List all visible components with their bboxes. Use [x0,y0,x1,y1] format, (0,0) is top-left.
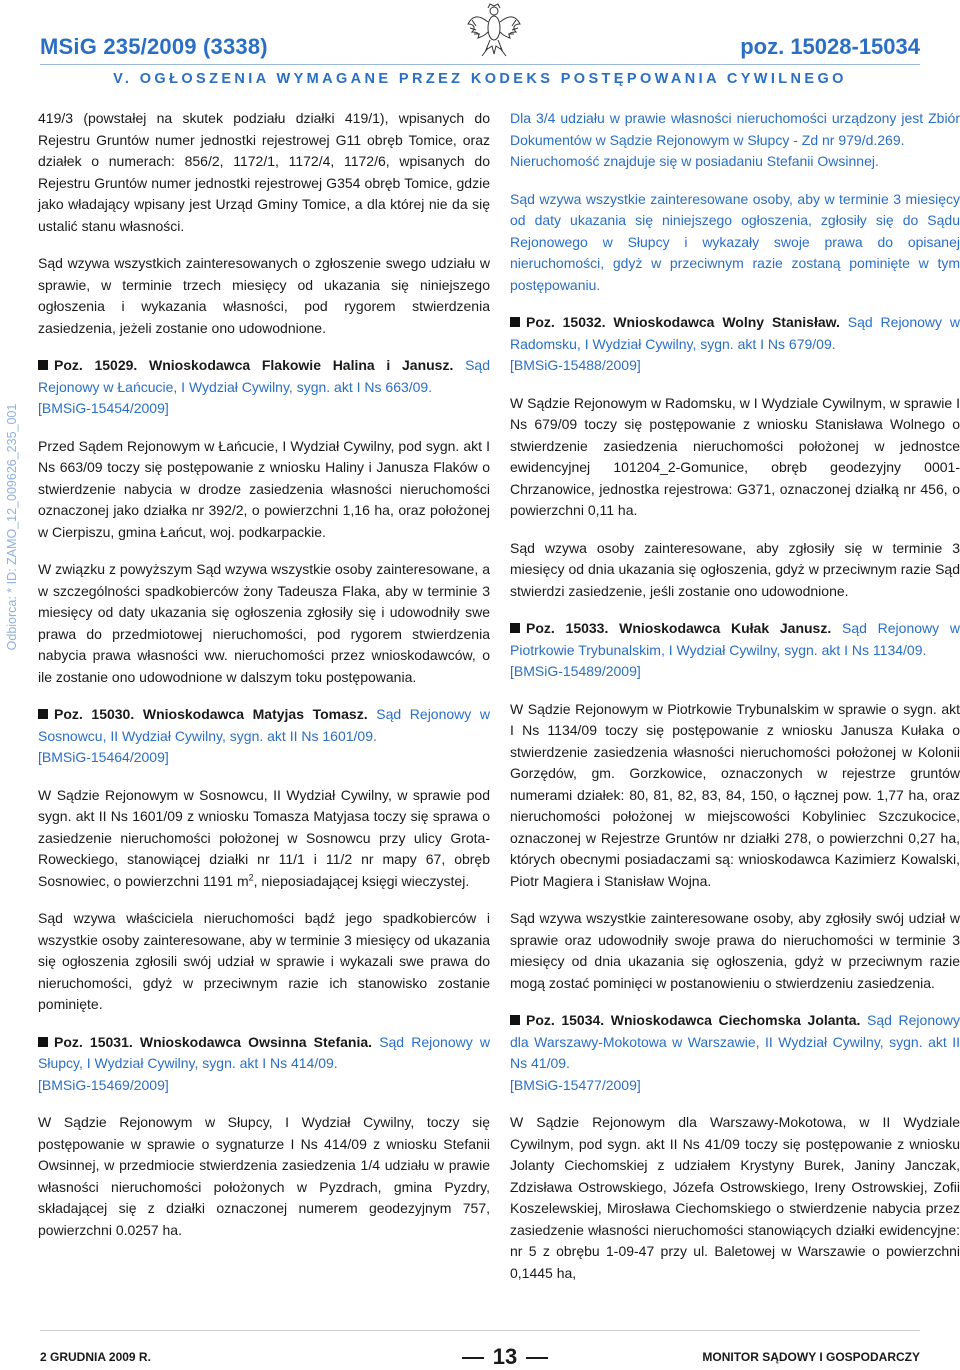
paragraph [38,785,490,893]
paragraph: Sąd wzywa wszystkie zainteresowane osoby, aby w terminie 3 miesięcy od daty ukazania się niniejszego ogłoszenia, zgłosiły się do Sądu Rejonowego w Słupcy i wykazały swoje prawa do opisanej nieruchomości, gdyż w przeciwnym razie zostaną pominięte w tym postępowaniu. [510,190,960,293]
entry-15034 [510,1010,960,1096]
entry-court: Sąd Rejonowy w Piotrkowie Trybunalskim, I Wydział Cywilny, sygn. akt I Ns 1134/09. [510,620,960,658]
entry-title: Poz. 15030. Wnioskodawca Matyjas Tomasz. [54,706,368,722]
entry-15033 [510,618,960,683]
issue-number: MSiG 235/2009 (3338) [40,34,268,59]
recipient-watermark [0,370,20,690]
header-divider [40,64,920,65]
paragraph: W Sądzie Rejonowym w Radomsku, w I Wydziale Cywilnym, w sprawie I Ns 679/09 toczy się postępowanie z wniosku Stanisława Wolnego o stwierdzenie zasiedzenia nieruchomości położonej w jednostce ewidencyjnej 101204_2-Gomunice, obręb geodezyjny 0001-Chrzanowice, jednostka rejestrowa: G371, oznaczonej działką nr 456, o powierzchni 0,11 ha. [510,394,960,518]
superscript: 2 [248,871,254,882]
entry-reference: [BMSiG-15477/2009] [510,1076,641,1093]
paragraph-text: , nieposiadającej księgi wieczystej. [253,872,470,889]
entry-reference: [BMSiG-15464/2009] [38,749,169,765]
entry-title: Poz. 15031. Wnioskodawca Owsinna Stefania. [54,1033,373,1050]
entry-15030 [38,704,490,769]
entry-court: Sąd Rejonowy w Łańcucie, I Wydział Cywilny, sygn. akt I Ns 663/09. [38,357,490,395]
bullet-icon [510,623,520,633]
entry-reference: [BMSiG-15469/2009] [38,1076,169,1093]
page-number-dash [526,1357,548,1359]
paragraph-text: W Sądzie Rejonowym w Sosnowcu, II Wydział Cywilny, w sprawie pod sygn. akt II Ns 1601/09 z wniosku Tomasza Matyjasa toczy się sprawa o zasiedzenie nieruchomości położonej w Sosnowcu przy ulicy Grota-Roweckiego, stanowiącej działki nr 11/1 i 11/2 nr mapy 67, obręb Sosnowiec, o powierzchni 1191 m [38,786,490,889]
entry-reference: [BMSiG-15489/2009] [510,663,641,679]
paragraph: W związku z powyższym Sąd wzywa wszystkie osoby zainteresowane, a w szczególności spadkobierców żony Tadeusza Flaka, aby w terminie 3 miesięcy od daty ukazania się ogłoszenia zgłosiły się i udowodniły swe prawa do przedmiotowej nieruchomości, pod rygorem stwierdzenia nabycia prawa własności ww. nieruchomości przez wnioskodawców, o ile zostanie ono udowodnione w dalszym toku postępowania. [38,561,490,685]
entry-court: Sąd Rejonowy w Radomsku, I Wydział Cywilny, sygn. akt I Ns 679/09. [510,314,960,352]
entry-title: Poz. 15032. Wnioskodawca Wolny Stanisław. [526,314,840,330]
paragraph: W Sądzie Rejonowym w Piotrkowie Trybunalskim w sprawie o sygn. akt I Ns 1134/09 toczy się postępowanie z wniosku Janusza Kułaka o stwierdzenie zasiedzenia własności nieruchomości położonej w Kolonii Gorzędów, gm. Gorzkowice, oznaczonych w rejestrze gruntów numerami działek: 80, 81, 82, 83, 84, 150, o łącznej pow. 1,77 ha, oraz nieruchomości położonej w miejscowości Kobyliniec Szczukocice, oznaczonej w Rejestrze Gruntów nr działki 278, o powierzchni 0,27 ha, których obecnymi posiadaczami są: wnioskodawca Kazimierz Kowalski, Piotr Magiera i Stanisław Wojna. [510,700,960,889]
entry-reference: [BMSiG-15454/2009] [38,400,169,416]
entry-15029 [38,355,490,420]
entry-15031 [38,1032,490,1097]
entry-court: Sąd Rejonowy dla Warszawy-Mokotowa w Warszawie, II Wydział Cywilny, sygn. akt II Ns 41/09. [510,1012,960,1071]
bullet-icon [38,1037,48,1047]
paragraph: Sąd wzywa osoby zainteresowane, aby zgłosiły się w terminie 3 miesięcy od dnia ukazania się ogłoszenia, gdyż w przeciwnym razie Sąd stwierdzi zasiedzenie, jeśli zostanie ono udowodnione. [510,539,960,599]
bullet-icon [38,709,48,719]
issue-date: 2 GRUDNIA 2009 R. [40,1350,151,1364]
bullet-icon [38,360,48,370]
paragraph: W Sądzie Rejonowym w Słupcy, I Wydział Cywilny, toczy się postępowanie w sprawie o sygnaturze I Ns 414/09 z wniosku Stefanii Owsinnej, w przedmiocie stwierdzenia zasiedzenia 1/4 udziału w prawie własności nieruchomości położonych w Pyzdrach, gmina Pyzdry, składającej się z działki oznaczonej numerem geodezyjnym 757, powierzchni 0.0257 ha. [38,1114,490,1238]
section-title: V. OGŁOSZENIA WYMAGANE PRZEZ KODEKS POSTĘPOWANIA CYWILNEGO [113,71,847,87]
left-column [38,108,490,1257]
paragraph: 419/3 (powstałej na skutek podziału działki 419/1), wpisanych do Rejestru Gruntów numer jednostki rejestrowej G11 obręb Tomice, oraz działek o numerach: 856/2, 1172/1, 1172/4, 1172/6, wpisanych do Rejestru Gruntów numer jednostki rejestrowej G354 obręb Tomice, gdzie jako władający wpisany jest Urząd Gminy Tomice, a dla której nie da się ustalić stanu własności. [38,110,490,234]
entry-court: Sąd Rejonowy w Słupcy, I Wydział Cywilny, sygn. akt I Ns 414/09. [38,1033,490,1071]
entry-15032 [510,312,960,377]
paragraph: Sąd wzywa właściciela nieruchomości bądź jego spadkobierców i wszystkie osoby zainteresowane, aby w terminie 3 miesięcy od ukazania się ogłoszenia zgłosili swój udział w sprawie i wykazali swe prawa do nieruchomości, gdyż w przeciwnym razie ich stanowisko zostanie pominięte. [38,910,490,1012]
paragraph: Sąd wzywa wszystkie zainteresowane osoby, aby zgłosiły swój udział w sprawie oraz udowodniły swoje prawa do nieruchomości w terminie 3 miesięcy od dnia ukazania się ogłoszenia, gdyż w przeciwnym razie mogą zostać pominięci w postanowieniu o stwierdzeniu zasiedzenia. [510,910,960,991]
paragraph: Przed Sądem Rejonowym w Łańcucie, I Wydział Cywilny, pod sygn. akt I Ns 663/09 toczy się postępowanie z wniosku Haliny i Janusza Flaków o stwierdzenie nabycia w drodze zasiedzenia własności nieruchomości oznaczonej jako działka nr 392/2, o powierzchni 1,16 ha, oraz położonej w Cierpiszu, gmina Łańcut, woj. podkarpackie. [38,437,490,540]
entry-reference: [BMSiG-15488/2009] [510,357,641,373]
bullet-icon [510,1015,520,1025]
position-range: poz. 15028-15034 [740,34,920,59]
right-column [510,108,960,1300]
recipient-watermark-text: Odbiorca: * ID: ZAMO_12_009626_235_001 [5,403,19,651]
paragraph-text: Nieruchomość znajduje się w posiadaniu Stefanii Owsinnej. [510,153,879,169]
entry-title: Poz. 15029. Wnioskodawca Flakowie Halina i Janusz. [54,357,454,373]
bullet-icon [510,317,520,327]
entry-title: Poz. 15033. Wnioskodawca Kułak Janusz. [526,620,832,636]
paragraph-text: Dla 3/4 udziału w prawie własności nieruchomości urządzony jest Zbiór Dokumentów w Sądzie Rejonowym w Słupcy - Zd nr 979/d.269. [510,110,960,148]
entry-court: Sąd Rejonowy w Sosnowcu, II Wydział Cywilny, sygn. akt II Ns 1601/09. [38,706,491,744]
publication-name: MONITOR SĄDOWY I GOSPODARCZY [702,1350,920,1364]
entry-title: Poz. 15034. Wnioskodawca Ciechomska Jolanta. [526,1012,861,1028]
polish-eagle-emblem-icon [466,2,522,60]
page-number: 13 [492,1344,518,1369]
paragraph: Sąd wzywa wszystkich zainteresowanych o zgłoszenie swego udziału w sprawie, w terminie trzech miesięcy od ukazania się niniejszego ogłoszenia i wykazania własności, pod rygorem stwierdzenia zasiedzenia, jeżeli zostanie ono udowodnione. [38,255,490,336]
footer-divider [40,1330,920,1331]
paragraph: W Sądzie Rejonowym dla Warszawy-Mokotowa, w II Wydziale Cywilnym, pod sygn. akt II Ns 41/09 toczy się postępowanie z wniosku Jolanty Ciechomskiej z udziałem Krystyny Burek, Janiny Janczak, Zdzisława Ostrowskiego, Józefa Ostrowskiego, Ireny Ostrowskiej, Zofii Koszelewskiej, Mirosława Ciechomskiego o stwierdzenie nabycia przez zasiedzenie własności nieruchomości stanowiących działki ewidencyjne: nr 5 z obrębu 1-09-47 przy ul. Baletowej w Warszawie o powierzchni 0,1445 ha, [510,1114,960,1281]
paragraph [510,108,960,173]
